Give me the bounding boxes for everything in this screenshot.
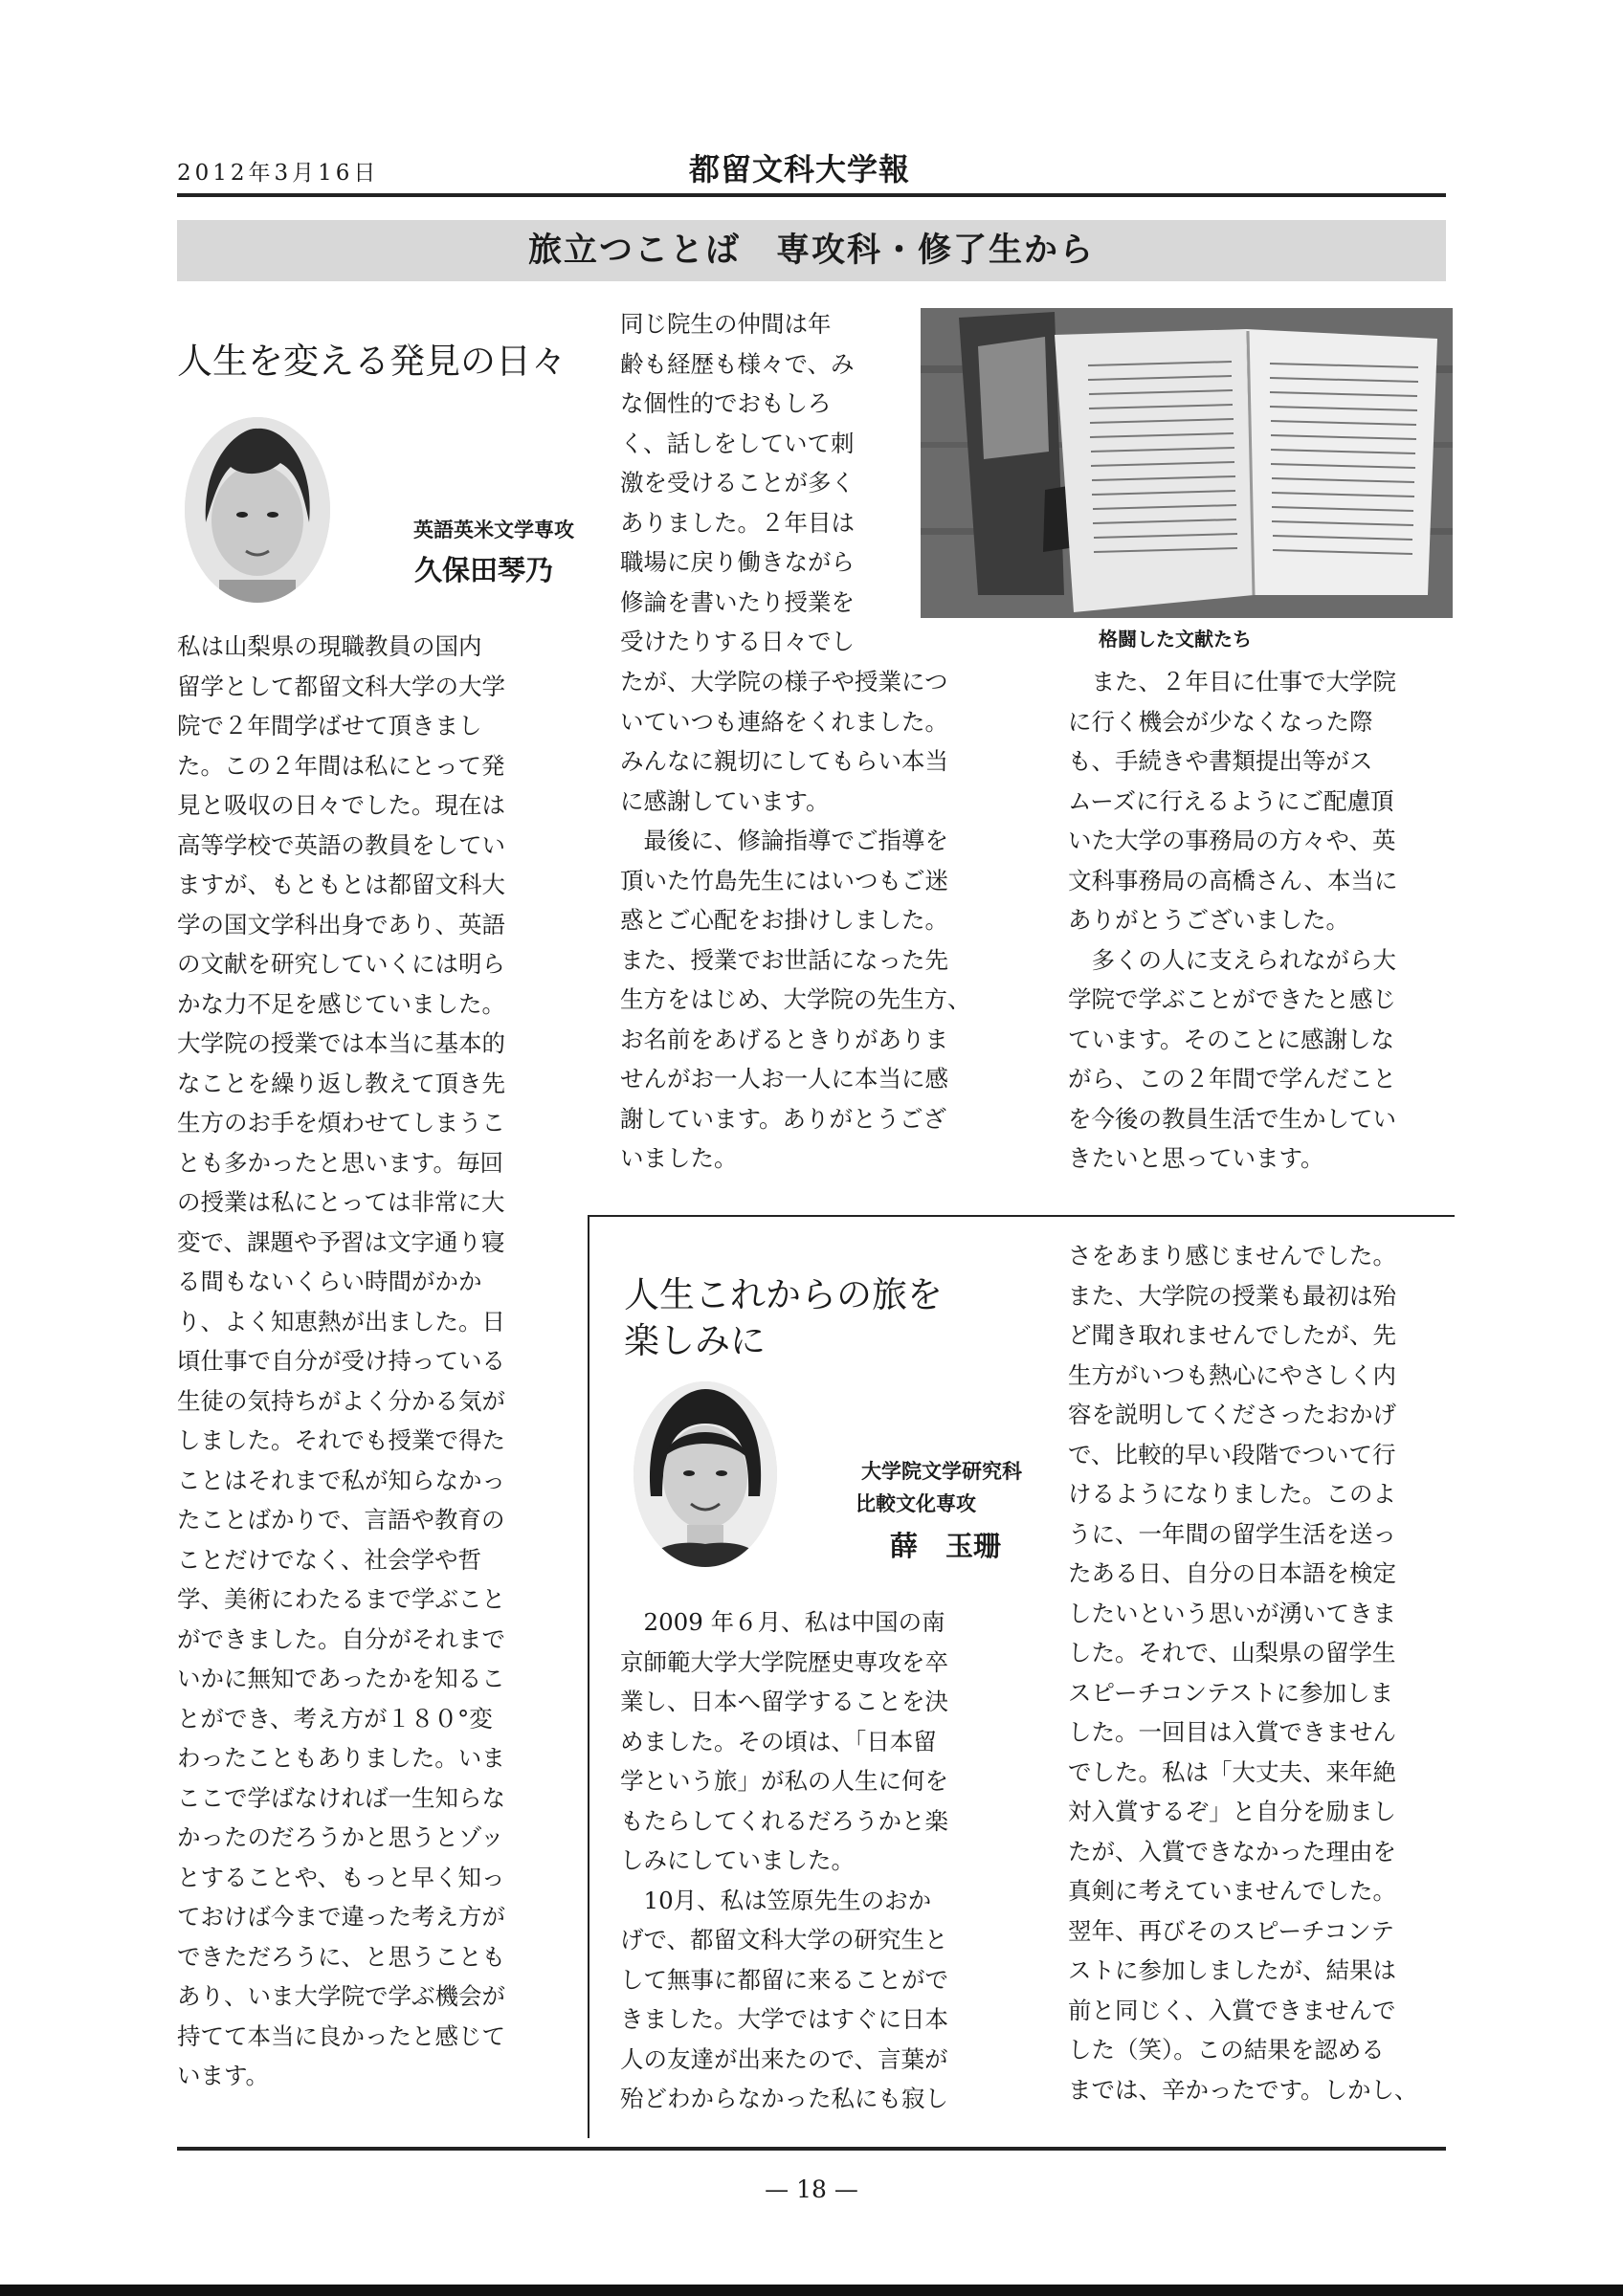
- text-line: うに、一年間の留学生活を送っ: [1068, 1519, 1396, 1548]
- article2-title-line2: 楽しみに: [624, 1320, 766, 1361]
- text-line: 2009 年６月、私は中国の南: [620, 1608, 945, 1636]
- text-line: とができ、考え方が１８０°変: [177, 1704, 493, 1733]
- text-line: たが、大学院の様子や授業につ: [620, 668, 948, 695]
- text-line: したいという思いが湧いてきま: [1068, 1599, 1396, 1627]
- text-line: 殆どわからなかった私にも寂し: [620, 2085, 948, 2112]
- text-line: 生徒の気持ちがよく分かる気が: [177, 1386, 505, 1415]
- text-line: 学という旅」が私の人生に何を: [620, 1767, 948, 1795]
- text-line: 見と吸収の日々でした。現在は: [177, 791, 505, 819]
- text-line: な個性的でおもしろ: [620, 389, 832, 417]
- text-line: 文科事務局の高橋さん、本当に: [1068, 866, 1398, 894]
- text-line: 翌年、再びそのスピーチコンテ: [1068, 1916, 1395, 1945]
- text-line: を今後の教員生活で生かしてい: [1068, 1104, 1396, 1133]
- text-line: 生方をはじめ、大学院の先生方、: [620, 985, 971, 1013]
- article1-column1: [177, 627, 555, 2096]
- text-line: ますが、もともとは都留文科大: [177, 871, 505, 898]
- text-line: た。この２年間は私にとって発: [177, 751, 505, 780]
- text-line: 真剣に考えていませんでした。: [1068, 1877, 1396, 1905]
- text-line: もたらしてくれるだろうかと楽: [620, 1806, 948, 1835]
- text-line: 容を説明してくださったおかげ: [1068, 1401, 1396, 1428]
- text-line: ありました。２年目は: [620, 508, 855, 537]
- text-line: めました。その頃は、「日本留: [620, 1727, 937, 1755]
- text-line: きました。大学ではすぐに日本: [620, 2005, 948, 2033]
- text-line: 院で２年間学ばせて頂きまし: [177, 712, 482, 740]
- text-line: り、よく知恵熱が出ました。日: [177, 1307, 505, 1336]
- section-banner: [177, 220, 1446, 281]
- article1-portrait: [185, 417, 330, 603]
- text-line: 多くの人に支えられながら大: [1068, 945, 1396, 974]
- text-line: ことはそれまで私が知らなかっ: [177, 1466, 505, 1494]
- issue-date: 2012年3月16日: [177, 161, 380, 186]
- text-line: ありがとうございました。: [1068, 906, 1349, 934]
- text-line: お名前をあげるときりがありま: [620, 1025, 948, 1053]
- books-photo-image: [921, 308, 1453, 618]
- text-line: スピーチコンテストに参加しま: [1068, 1678, 1394, 1707]
- text-line: せんがお一人お一人に本当に感: [620, 1065, 948, 1093]
- text-line: 生方のお手を煩わせてしまうこ: [177, 1109, 505, 1137]
- text-line: 頃仕事で自分が受け持っている: [177, 1347, 505, 1375]
- text-line: 変で、課題や予習は文字通り寝: [177, 1227, 505, 1256]
- scan-edge: [0, 2285, 1623, 2296]
- article1-column3: [1068, 662, 1446, 1179]
- text-line: の文献を研究していくには明ら: [177, 950, 505, 978]
- text-line: に行く機会が少なくなった際: [1068, 707, 1373, 736]
- text-line: たある日、自分の日本語を検定: [1068, 1559, 1396, 1587]
- text-line: ています。そのことに感謝しな: [1068, 1025, 1395, 1053]
- text-line: 惑とご心配をお掛けしました。: [620, 906, 948, 934]
- text-line: 学の国文学科出身であり、英語: [177, 910, 505, 938]
- article2-portrait: [634, 1381, 777, 1567]
- article2-title-line1: 人生これからの旅を: [624, 1274, 943, 1315]
- text-line: けるようになりました。このよ: [1068, 1480, 1396, 1508]
- text-line: 激を受けることが多く: [620, 469, 855, 497]
- text-line: 謝しています。ありがとうござ: [620, 1104, 947, 1133]
- text-line: 留学として都留文科大学の大学: [177, 672, 505, 700]
- text-line: あり、いま大学院で学ぶ機会が: [177, 1982, 505, 2010]
- article2-column2: [620, 1602, 1003, 2119]
- text-line: る間もないくらい時間がかか: [177, 1268, 482, 1295]
- text-line: ムーズに行えるようにご配慮頂: [1068, 786, 1394, 815]
- text-line: 大学院の授業では本当に基本的: [177, 1029, 505, 1057]
- header-rule: [177, 193, 1446, 197]
- article2-department-line2: 比較文化専攻: [856, 1492, 976, 1515]
- text-line: ことだけでなく、社会学や哲: [177, 1545, 482, 1574]
- text-line: とすることや、もっと早く知っ: [177, 1863, 505, 1891]
- article2-author: 薛 玉珊: [889, 1530, 1001, 1562]
- text-line: いていつも連絡をくれました。: [620, 707, 948, 736]
- text-line: いかに無知であったかを知るこ: [177, 1665, 505, 1692]
- text-line: きたいと思っています。: [1068, 1144, 1324, 1172]
- portrait-girl-image: [185, 417, 330, 603]
- text-line: 学、美術にわたるまで学ぶこと: [177, 1585, 505, 1613]
- portrait-woman-image: [634, 1381, 777, 1567]
- text-line: までは、辛かったです。しかし、: [1068, 2075, 1418, 2104]
- text-line: した（笑）。この結果を認める: [1068, 2036, 1385, 2064]
- text-line: ど聞き取れませんでしたが、先: [1068, 1321, 1396, 1349]
- text-line: 高等学校で英語の教員をしてい: [177, 830, 505, 859]
- text-line: しみにしていました。: [620, 1846, 855, 1874]
- text-line: たことばかりで、言語や教育の: [177, 1506, 505, 1534]
- text-line: かったのだろうかと思うとゾッ: [177, 1823, 504, 1851]
- article2-column3: [1068, 1236, 1451, 2109]
- text-line: げで、都留文科大学の研究生と: [620, 1926, 948, 1954]
- books-photo: [921, 308, 1453, 618]
- article1-department: 英語英米文学専攻: [413, 519, 574, 541]
- text-line: また、大学院の授業も最初は殆: [1068, 1281, 1396, 1310]
- text-line: 私は山梨県の現職教員の国内: [177, 632, 482, 660]
- article2-department-line1: 大学院文学研究科: [861, 1460, 1022, 1483]
- text-line: 持てて本当に良かったと感じて: [177, 2021, 505, 2050]
- text-line: かな力不足を感じていました。: [177, 989, 505, 1018]
- text-line: 生方がいつも熱心にやさしく内: [1068, 1360, 1396, 1389]
- article-divider-vertical: [588, 1215, 589, 2138]
- text-line: いた大学の事務局の方々や、英: [1068, 827, 1396, 854]
- text-line: なことを繰り返し教えて頂き先: [177, 1069, 505, 1097]
- text-line: 齢も経歴も様々で、み: [620, 349, 855, 378]
- text-line: 修論を書いたり授業を: [620, 587, 855, 616]
- text-line: も、手続きや書類提出等がス: [1068, 747, 1373, 775]
- text-line: がら、この２年間で学んだこと: [1068, 1065, 1396, 1093]
- text-line: また、授業でお世話になった先: [620, 945, 948, 974]
- text-line: ここで学ばなければ一生知らな: [177, 1783, 505, 1812]
- text-line: とも多かったと思います。毎回: [177, 1148, 504, 1177]
- page-number: — 18 —: [765, 2175, 858, 2203]
- text-line: でした。私は「大丈夫、来年絶: [1068, 1757, 1396, 1786]
- article1-column2-top: [620, 304, 898, 662]
- text-line: 受けたりする日々でし: [620, 628, 855, 655]
- text-line: ができました。自分がそれまで: [177, 1624, 505, 1653]
- text-line: 頂いた竹島先生にはいつもご迷: [620, 866, 948, 894]
- text-line: しました。それでも授業で得た: [177, 1426, 505, 1454]
- text-line: ておけば今まで違った考え方が: [177, 1903, 505, 1931]
- text-line: 10月、私は笠原先生のおか: [620, 1886, 932, 1914]
- article1-title: 人生を変える発見の日々: [177, 341, 567, 382]
- text-line: で、比較的早い段階でついて行: [1068, 1440, 1396, 1468]
- text-line: 業し、日本へ留学することを決: [620, 1688, 948, 1715]
- text-line: います。: [177, 2062, 270, 2089]
- text-line: 前と同じく、入賞できませんで: [1068, 1996, 1396, 2024]
- text-line: 最後に、修論指導でご指導を: [620, 827, 948, 854]
- text-line: わったこともありました。いま: [177, 1744, 505, 1772]
- text-line: 対入賞するぞ」と自分を励まし: [1068, 1798, 1396, 1825]
- text-line: した。それで、山梨県の留学生: [1068, 1639, 1396, 1667]
- text-line: みんなに親切にしてもらい本当: [620, 747, 948, 775]
- masthead: 都留文科大学報: [689, 151, 911, 188]
- text-line: 京師範大学大学院歴史専攻を卒: [620, 1647, 948, 1676]
- footer-rule: [177, 2147, 1446, 2151]
- text-line: たが、入賞できなかった理由を: [1068, 1837, 1396, 1866]
- section-title: 旅立つことば 専攻科・修了生から: [527, 232, 1095, 270]
- text-line: して無事に都留に来ることがで: [620, 1965, 948, 1994]
- text-line: に感謝しています。: [620, 786, 830, 815]
- article-divider-horizontal: [588, 1215, 1455, 1217]
- text-line: ストに参加しましたが、結果は: [1068, 1956, 1396, 1984]
- text-line: さをあまり感じませんでした。: [1068, 1242, 1396, 1269]
- article1-column2-bottom: [620, 662, 998, 1179]
- text-line: 学院で学ぶことができたと感じ: [1068, 985, 1396, 1013]
- text-line: 職場に戻り働きながら: [620, 548, 855, 576]
- text-line: 人の友達が出来たので、言葉が: [620, 2044, 948, 2073]
- text-line: また、２年目に仕事で大学院: [1068, 668, 1396, 695]
- text-line: した。一回目は入賞できません: [1068, 1718, 1396, 1746]
- text-line: できただろうに、と思うことも: [177, 1942, 505, 1971]
- text-line: 同じ院生の仲間は年: [620, 310, 832, 338]
- text-line: く、話しをしていて刺: [620, 429, 855, 457]
- article1-author: 久保田琴乃: [413, 554, 553, 586]
- text-line: の授業は私にとっては非常に大: [177, 1188, 505, 1216]
- photo-caption: 格闘した文献たち: [1099, 628, 1252, 651]
- text-line: いました。: [620, 1144, 738, 1172]
